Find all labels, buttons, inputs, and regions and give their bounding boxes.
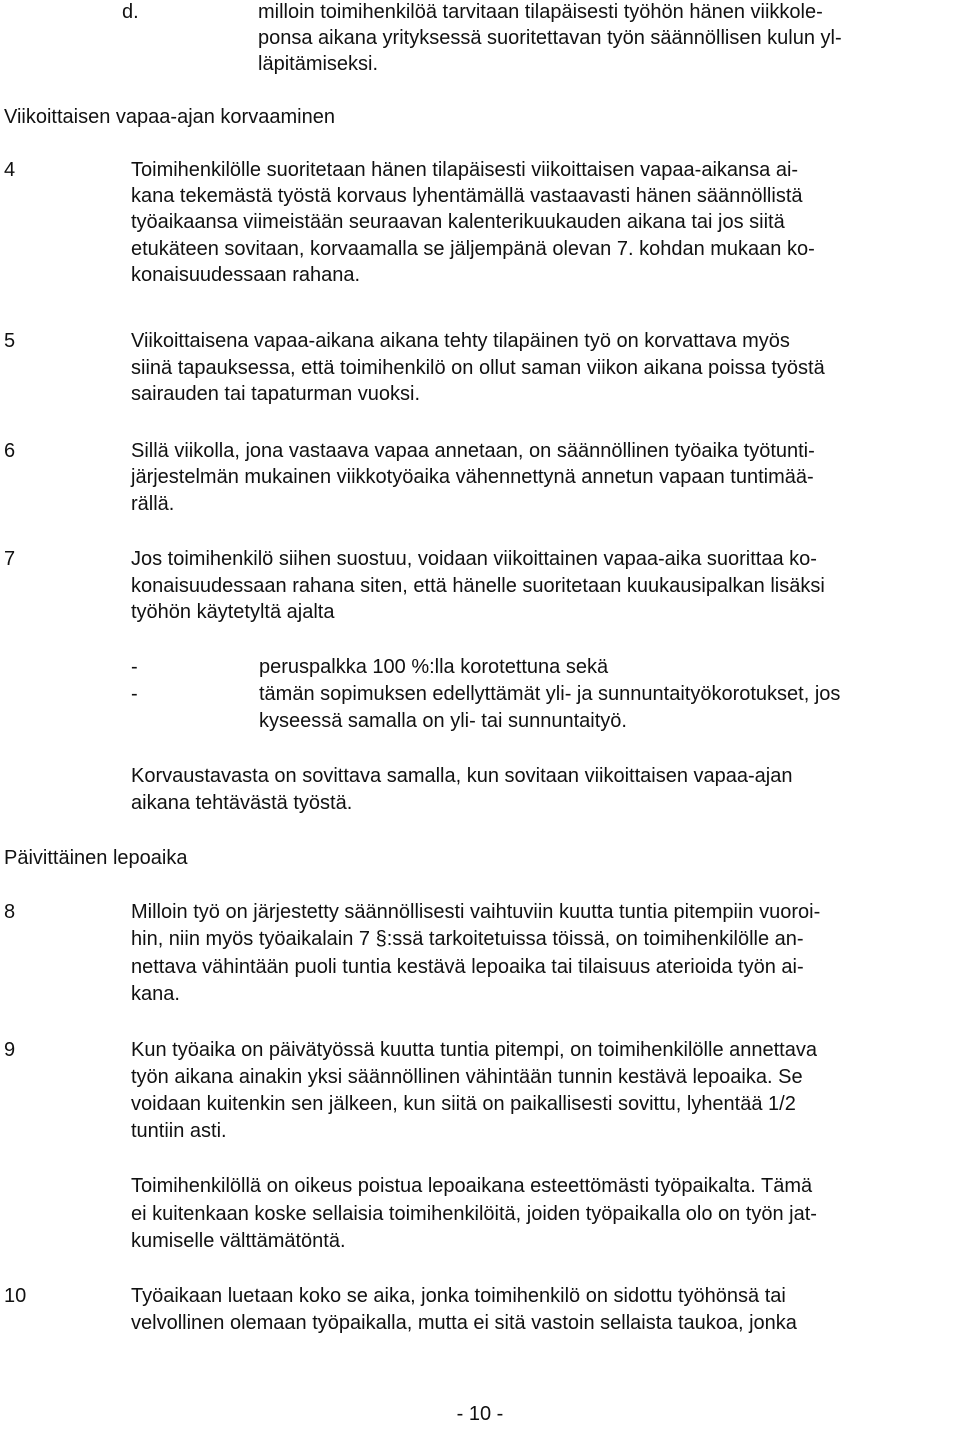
section-heading-weekly-leisure: Viikoittaisen vapaa-ajan korvaaminen [4,106,335,128]
paragraph-line: työaikaansa viimeistään seuraavan kalenterikuukauden aikana tai jos siitä [131,211,785,233]
section-heading-daily-rest: Päivittäinen lepoaika [4,847,188,869]
paragraph-line: konaisuudessaan rahana. [131,264,361,286]
list-item-line: peruspalkka 100 %:lla korotettuna sekä [259,656,609,678]
paragraph-line: voidaan kuitenkin sen jälkeen, kun siitä on paikallisesti sovittu, lyhentää 1/2 [131,1093,796,1115]
paragraph-line: rällä. [131,493,175,515]
list-dash: - [131,656,138,678]
item-d-line: ponsa aikana yrityksessä suoritettavan työn säännöllisen kulun yl- [258,27,842,49]
paragraph-line: Viikoittaisena vapaa-aikana aikana tehty tilapäinen työ on korvattava myös [131,330,790,352]
paragraph-line: Jos toimihenkilö siihen suostuu, voidaan viikoittainen vapaa-aika suorittaa ko- [131,548,817,570]
paragraph-line: velvollinen olemaan työpaikalla, mutta ei sitä vastoin sellaista taukoa, jonka [131,1312,797,1334]
paragraph-line: kana. [131,983,180,1005]
paragraph-line: nettava vähintään puoli tuntia kestävä lepoaika tai tilaisuus aterioida työn ai- [131,956,804,978]
paragraph-line: kana tekemästä työstä korvaus lyhentämällä vastaavasti hänen säännöllistä [131,185,803,207]
page-number: - 10 - [456,1403,504,1425]
paragraph-line: hin, niin myös työaikalain 7 §:ssä tarkoitetuissa töissä, on toimihenkilölle an- [131,928,804,950]
paragraph-line: sairauden tai tapaturman vuoksi. [131,383,421,405]
paragraph-line: etukäteen sovitaan, korvaamalla se jäljempänä olevan 7. kohdan mukaan ko- [131,238,815,260]
item-d-line: milloin toimihenkilöä tarvitaan tilapäisesti työhön hänen viikkole- [258,1,823,23]
paragraph-number: 8 [4,901,16,923]
paragraph-line: Työaikaan luetaan koko se aika, jonka toimihenkilö on sidottu työhönsä tai [131,1285,786,1307]
paragraph-line: Kun työaika on päivätyössä kuutta tuntia pitempi, on toimihenkilölle annettava [131,1039,817,1061]
paragraph-line: aikana tehtävästä työstä. [131,792,353,814]
paragraph-line: konaisuudessaan rahana siten, että hänelle suoritetaan kuukausipalkan lisäksi [131,575,825,597]
paragraph-line: Milloin työ on järjestetty säännöllisesti vaihtuviin kuutta tuntia pitempiin vuoroi- [131,901,821,923]
list-item-line: tämän sopimuksen edellyttämät yli- ja sunnuntaityökorotukset, jos [259,683,841,705]
paragraph-line: Toimihenkilöllä on oikeus poistua lepoaikana esteettömästi työpaikalta. Tämä [131,1175,813,1197]
list-item-line: kyseessä samalla on yli- tai sunnuntaityö. [259,710,627,732]
paragraph-number: 9 [4,1039,16,1061]
paragraph-line: järjestelmän mukainen viikkotyöaika vähennettynä annetun vapaan tuntimää- [131,466,814,488]
paragraph-line: kumiselle välttämätöntä. [131,1230,346,1252]
paragraph-line: työhön käytetyltä ajalta [131,601,335,623]
paragraph-line: ei kuitenkaan koske sellaisia toimihenkilöitä, joiden työpaikalla olo on työn jat- [131,1203,817,1225]
item-d-line: läpitämiseksi. [258,53,379,75]
paragraph-number: 10 [4,1285,27,1307]
paragraph-number: 7 [4,548,16,570]
paragraph-line: Korvaustavasta on sovittava samalla, kun sovitaan viikoittaisen vapaa-ajan [131,765,793,787]
paragraph-line: Sillä viikolla, jona vastaava vapaa annetaan, on säännöllinen työaika työtunti- [131,440,815,462]
paragraph-line: tuntiin asti. [131,1120,227,1142]
paragraph-line: Toimihenkilölle suoritetaan hänen tilapäisesti viikoittaisen vapaa-aikansa ai- [131,159,799,181]
paragraph-number: 4 [4,159,16,181]
paragraph-number: 6 [4,440,16,462]
paragraph-line: työn aikana ainakin yksi säännöllinen vähintään tunnin kestävä lepoaika. Se [131,1066,803,1088]
paragraph-number: 5 [4,330,16,352]
list-dash: - [131,683,138,705]
paragraph-line: siinä tapauksessa, että toimihenkilö on ollut saman viikon aikana poissa työstä [131,357,825,379]
item-d-label: d. [122,1,139,23]
